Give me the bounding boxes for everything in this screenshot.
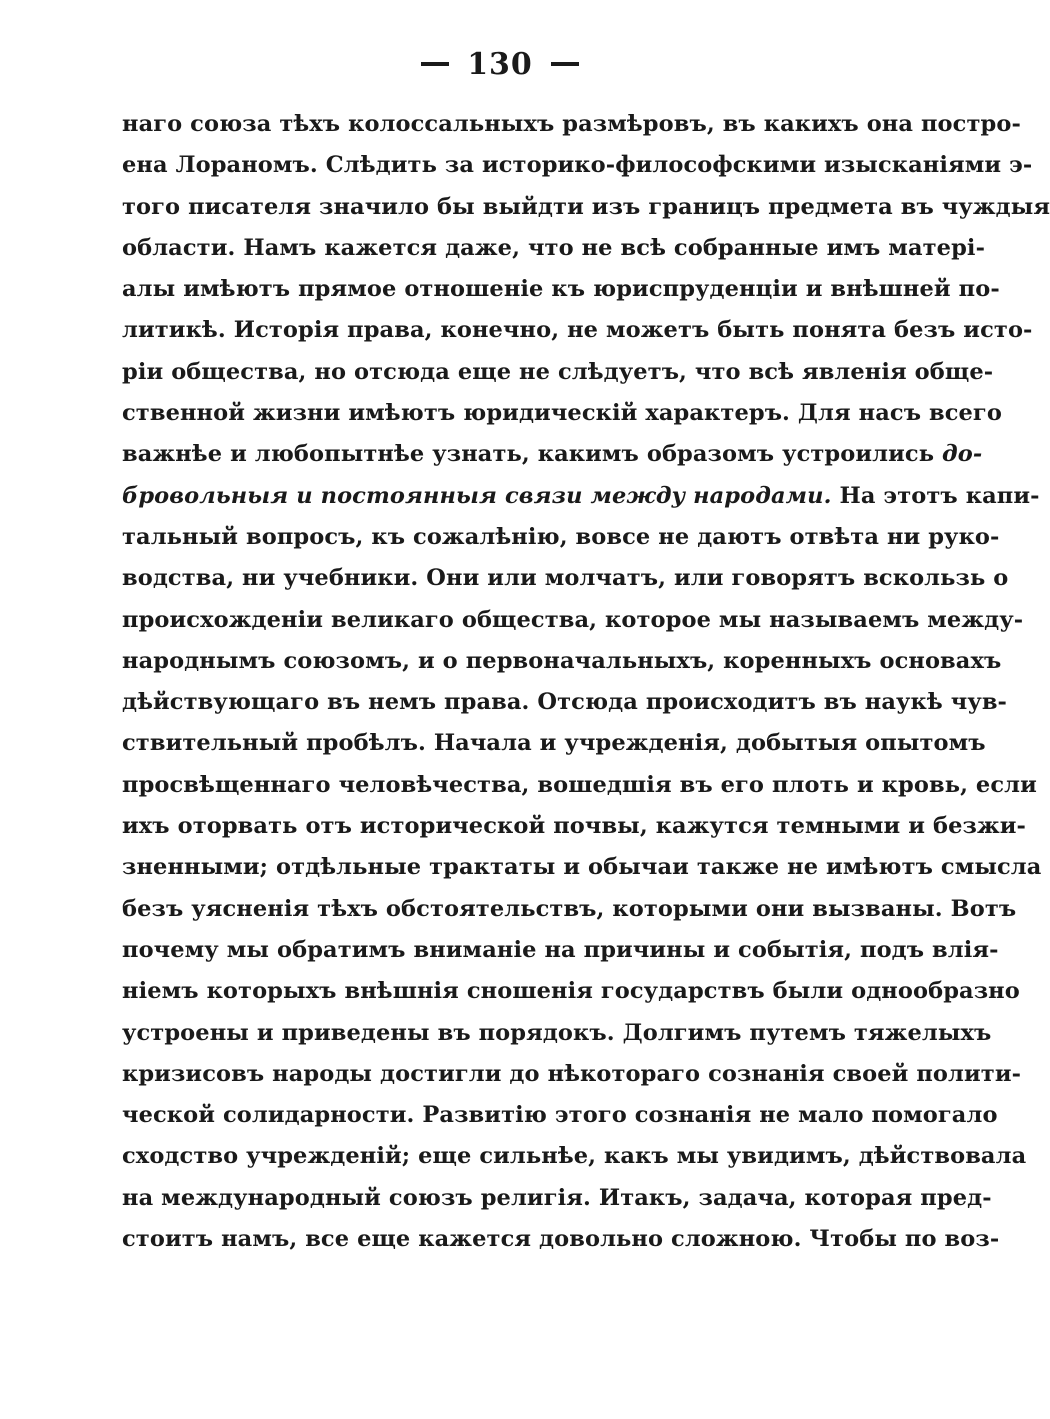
text-run: ственной жизни имѣютъ юридическій характеръ. Для насъ всего bbox=[122, 400, 1002, 427]
text-line bbox=[122, 682, 1007, 723]
header-dash-left bbox=[421, 62, 449, 66]
text-line bbox=[122, 104, 1021, 145]
text-line bbox=[122, 352, 994, 393]
text-line bbox=[122, 1095, 998, 1136]
text-run: ихъ оторвать отъ исторической почвы, кажутся темными и безжи- bbox=[122, 813, 1026, 840]
text-line bbox=[122, 393, 1002, 434]
text-run: народнымъ союзомъ, и о первоначальныхъ, коренныхъ основахъ bbox=[122, 647, 1002, 674]
text-run: устроены и приведены въ порядокъ. Долгимъ путемъ тяжелыхъ bbox=[122, 1019, 992, 1046]
text-line bbox=[122, 187, 1050, 228]
text-run: безъ уясненія тѣхъ обстоятельствъ, которыми они вызваны. Вотъ bbox=[122, 895, 1017, 922]
text-run: алы имѣютъ прямое отношеніе къ юриспруденціи и внѣшней по- bbox=[122, 276, 1000, 303]
text-run: происхожденіи великаго общества, которое мы называемъ между- bbox=[122, 606, 1024, 633]
text-run: На этотъ капи- bbox=[831, 482, 1040, 509]
text-run: просвѣщеннаго человѣчества, вошедшія въ его плоть и кровь, если bbox=[122, 771, 1037, 798]
text-line bbox=[122, 641, 1002, 682]
text-line bbox=[122, 889, 1017, 930]
italic-text-run: бровольныя и постоянныя связи между народами. bbox=[122, 482, 832, 509]
text-run: тальный вопросъ, къ сожалѣнію, вовсе не даютъ отвѣта ни руко- bbox=[122, 523, 1000, 550]
text-run: важнѣе и любопытнѣе узнать, какимъ образомъ устроились bbox=[122, 441, 942, 468]
text-line bbox=[122, 723, 986, 764]
text-run: ніемъ которыхъ внѣшнія сношенія государствъ были однообразно bbox=[122, 978, 1020, 1005]
text-run: наго союза тѣхъ колоссальныхъ размѣровъ, въ какихъ она постро- bbox=[122, 111, 1021, 137]
text-line bbox=[122, 930, 999, 971]
text-line bbox=[122, 517, 1000, 558]
text-run: ческой солидарности. Развитію этого сознанія не мало помогало bbox=[122, 1102, 998, 1129]
text-run: стоитъ намъ, все еще кажется довольно сложною. Чтобы по воз- bbox=[122, 1226, 1000, 1253]
text-line bbox=[122, 476, 1040, 517]
text-line bbox=[122, 310, 1033, 351]
text-line bbox=[122, 228, 986, 269]
text-line bbox=[122, 600, 1024, 641]
text-line bbox=[122, 145, 1033, 186]
page-header bbox=[0, 40, 1000, 90]
text-line bbox=[122, 434, 983, 475]
text-line bbox=[122, 1054, 1022, 1095]
text-line bbox=[122, 971, 1020, 1012]
text-line bbox=[122, 806, 1026, 847]
text-run: области. Намъ кажется даже, что не всѣ собранные имъ матері- bbox=[122, 234, 986, 261]
text-run: зненными; отдѣльные трактаты и обычаи также не имѣютъ смысла bbox=[122, 854, 1042, 881]
text-run: дѣйствующаго въ немъ права. Отсюда происходитъ въ наукѣ чув- bbox=[122, 689, 1007, 716]
text-line bbox=[122, 269, 1000, 310]
text-run: литикѣ. Исторія права, конечно, не можетъ быть понята безъ исто- bbox=[122, 317, 1033, 344]
text-run: водства, ни учебники. Они или молчатъ, или говорятъ вскользь о bbox=[122, 565, 1009, 592]
text-run: ена Лораномъ. Слѣдить за историко-философскими изысканіями э- bbox=[122, 152, 1033, 179]
text-line bbox=[122, 1178, 992, 1219]
text-run: сходство учрежденій; еще сильнѣе, какъ мы увидимъ, дѣйствовала bbox=[122, 1143, 1027, 1170]
text-run: того писателя значило бы выйдти изъ границъ предмета въ чуждыя bbox=[122, 193, 1050, 220]
text-line bbox=[122, 558, 1009, 599]
text-line bbox=[122, 847, 1042, 888]
text-line bbox=[122, 765, 1037, 806]
text-run: ствительный пробѣлъ. Начала и учрежденія, добытыя опытомъ bbox=[122, 730, 986, 757]
text-run: кризисовъ народы достигли до нѣкотораго сознанія своей полити- bbox=[122, 1060, 1022, 1087]
header-dash-right bbox=[551, 62, 579, 66]
body-text bbox=[122, 104, 1050, 1260]
text-run: на международный союзъ религія. Итакъ, задача, которая пред- bbox=[122, 1184, 992, 1211]
text-line bbox=[122, 1219, 1000, 1260]
italic-text-run: до- bbox=[942, 441, 983, 468]
text-line bbox=[122, 1013, 992, 1054]
text-line bbox=[122, 1136, 1027, 1177]
text-run: почему мы обратимъ вниманіе на причины и событія, подъ влія- bbox=[122, 936, 999, 963]
text-run: ріи общества, но отсюда еще не слѣдуетъ, что всѣ явленія обще- bbox=[122, 358, 994, 385]
page-number: 130 bbox=[467, 47, 533, 82]
